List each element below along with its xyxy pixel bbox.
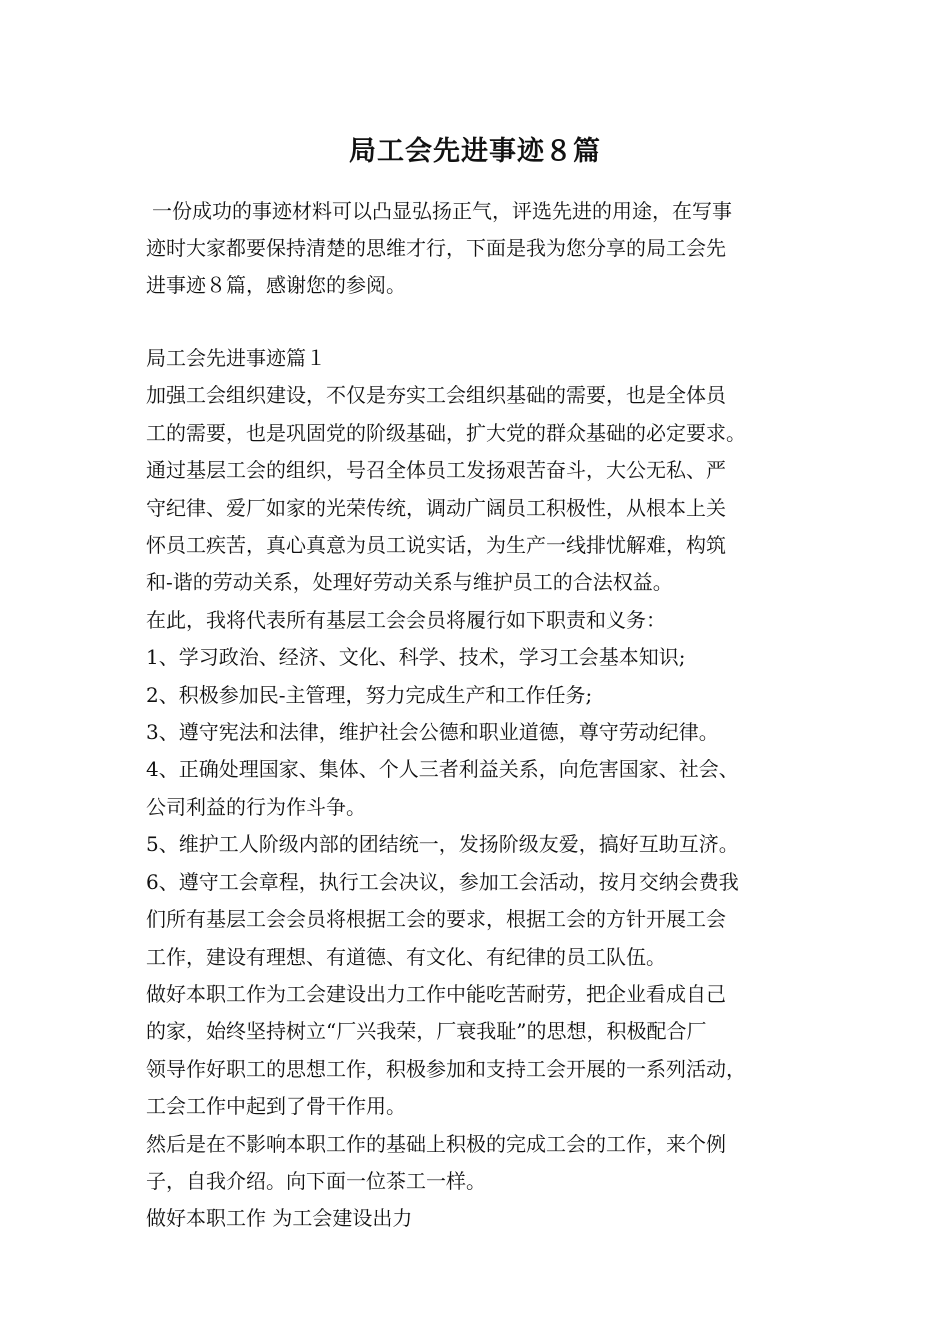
- body-line: 领导作好职工的思想工作，积极参加和支持工会开展的一系列活动，: [146, 1056, 746, 1081]
- body-line: 怀员工疾苦，真心真意为员工说实话，为生产一线排忧解难，构筑: [146, 533, 726, 558]
- section-heading: 局工会先进事迹篇１: [146, 346, 326, 370]
- intro-line: 一份成功的事迹材料可以凸显弘扬正气，评选先进的用途，在写事: [152, 199, 732, 223]
- body-line: 然后是在不影响本职工作的基础上积极的完成工会的工作，来个例: [146, 1131, 726, 1156]
- body-line: 工的需要，也是巩固党的阶级基础，扩大党的群众基础的必定要求。: [146, 420, 746, 445]
- intro-line: 迹时大家都要保持清楚的思维才行，下面是我为您分享的局工会先: [146, 236, 726, 260]
- body-line: 工作，建设有理想、有道德、有文化、有纪律的员工队伍。: [146, 944, 666, 969]
- body-text: [146, 340, 834, 1238]
- list-item: 2、积极参加民-主管理，努力完成生产和工作任务;: [146, 682, 593, 707]
- list-item: 5、维护工人阶级内部的团结统一，发扬阶级友爱，搞好互助互济。: [146, 832, 739, 857]
- list-item: 4、正确处理国家、集体、个人三者利益关系，向危害国家、社会、: [146, 757, 739, 782]
- body-line: 的家，始终坚持树立“厂兴我荣，厂衰我耻”的思想，积极配合厂: [146, 1019, 707, 1044]
- list-item: 6、遵守工会章程，执行工会决议，参加工会活动，按月交纳会费我: [146, 869, 739, 894]
- body-line: 通过基层工会的组织，号召全体员工发扬艰苦奋斗，大公无私、严: [146, 458, 726, 483]
- document-title: 局工会先进事迹８篇: [349, 136, 601, 167]
- list-item: 1、学习政治、经济、文化、科学、技术，学习工会基本知识;: [146, 645, 686, 670]
- intro-paragraph: [146, 193, 816, 304]
- list-item: 3、遵守宪法和法律，维护社会公德和职业道德，尊守劳动纪律。: [146, 720, 719, 745]
- body-line: 守纪律、爱厂如家的光荣传统，调动广阔员工积极性，从根本上关: [146, 495, 726, 520]
- intro-line: 进事迹８篇，感谢您的参阅。: [146, 273, 406, 297]
- body-line: 做好本职工作 为工会建设出力: [146, 1206, 413, 1231]
- body-line: 做好本职工作为工会建设出力工作中能吃苦耐劳，把企业看成自己: [146, 981, 726, 1006]
- body-line: 们所有基层工会会员将根据工会的要求，根据工会的方针开展工会: [146, 907, 726, 932]
- body-line: 加强工会组织建设，不仅是夯实工会组织基础的需要，也是全体员: [146, 383, 726, 408]
- body-line: 和-谐的劳动关系，处理好劳动关系与维护员工的合法权益。: [146, 570, 673, 595]
- list-item-continuation: 公司利益的行为作斗争。: [146, 794, 366, 819]
- body-line: 子，自我介绍。向下面一位茶工一样。: [146, 1168, 486, 1193]
- body-line: 在此，我将代表所有基层工会会员将履行如下职责和义务：: [146, 607, 666, 632]
- body-line: 工会工作中起到了骨干作用。: [146, 1094, 406, 1119]
